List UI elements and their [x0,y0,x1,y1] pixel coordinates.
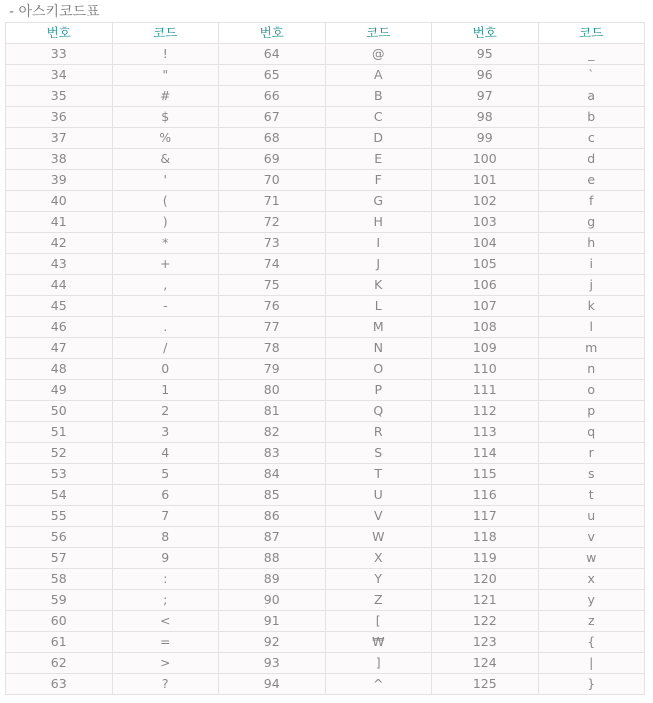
header-row [6,23,645,44]
code-cell: s [538,464,645,485]
number-cell: 36 [6,107,113,128]
table-row [6,317,645,338]
code-cell: C [325,107,432,128]
code-cell: ( [112,191,219,212]
code-cell: T [325,464,432,485]
number-cell: 119 [432,548,539,569]
code-cell: ; [112,590,219,611]
code-cell: X [325,548,432,569]
code-cell: g [538,212,645,233]
number-cell: 72 [219,212,326,233]
number-cell: 104 [432,233,539,254]
code-cell: = [112,632,219,653]
code-cell: F [325,170,432,191]
code-cell: G [325,191,432,212]
code-cell: | [538,653,645,674]
code-cell: { [538,632,645,653]
code-cell: o [538,380,645,401]
code-cell: S [325,443,432,464]
number-cell: 67 [219,107,326,128]
code-cell: t [538,485,645,506]
number-cell: 87 [219,527,326,548]
number-cell: 112 [432,401,539,422]
number-cell: 115 [432,464,539,485]
number-cell: 40 [6,191,113,212]
number-cell: 65 [219,65,326,86]
number-cell: 75 [219,275,326,296]
code-cell: b [538,107,645,128]
code-cell: J [325,254,432,275]
number-cell: 47 [6,338,113,359]
number-cell: 96 [432,65,539,86]
number-cell: 53 [6,464,113,485]
code-cell: x [538,569,645,590]
code-cell: l [538,317,645,338]
table-row [6,170,645,191]
number-cell: 60 [6,611,113,632]
table-row [6,107,645,128]
code-cell: . [112,317,219,338]
table-row [6,212,645,233]
number-cell: 122 [432,611,539,632]
number-cell: 56 [6,527,113,548]
table-row [6,548,645,569]
number-cell: 66 [219,86,326,107]
table-row [6,527,645,548]
table-row [6,485,645,506]
code-cell: _ [538,44,645,65]
table-row [6,44,645,65]
code-cell: " [112,65,219,86]
number-cell: 84 [219,464,326,485]
table-row [6,296,645,317]
code-cell: > [112,653,219,674]
table-row [6,233,645,254]
number-cell: 59 [6,590,113,611]
code-cell: c [538,128,645,149]
code-cell: Y [325,569,432,590]
number-cell: 83 [219,443,326,464]
table-row [6,191,645,212]
number-cell: 82 [219,422,326,443]
table-row [6,401,645,422]
code-cell: 8 [112,527,219,548]
code-cell: [ [325,611,432,632]
number-cell: 64 [219,44,326,65]
number-cell: 105 [432,254,539,275]
number-cell: 50 [6,401,113,422]
number-cell: 85 [219,485,326,506]
header-number: 번호 [219,23,326,44]
number-cell: 94 [219,674,326,695]
code-cell: q [538,422,645,443]
table-row [6,590,645,611]
number-cell: 98 [432,107,539,128]
number-cell: 109 [432,338,539,359]
code-cell: 4 [112,443,219,464]
number-cell: 107 [432,296,539,317]
code-cell: R [325,422,432,443]
table-row [6,254,645,275]
number-cell: 81 [219,401,326,422]
number-cell: 73 [219,233,326,254]
number-cell: 121 [432,590,539,611]
number-cell: 79 [219,359,326,380]
number-cell: 91 [219,611,326,632]
number-cell: 86 [219,506,326,527]
code-cell: w [538,548,645,569]
code-cell: n [538,359,645,380]
number-cell: 70 [219,170,326,191]
code-cell: W [325,527,432,548]
number-cell: 46 [6,317,113,338]
number-cell: 80 [219,380,326,401]
code-cell: K [325,275,432,296]
code-cell: Q [325,401,432,422]
number-cell: 100 [432,149,539,170]
number-cell: 117 [432,506,539,527]
header-number: 번호 [6,23,113,44]
number-cell: 97 [432,86,539,107]
header-code: 코드 [325,23,432,44]
number-cell: 99 [432,128,539,149]
number-cell: 106 [432,275,539,296]
table-row [6,65,645,86]
number-cell: 44 [6,275,113,296]
table-row [6,611,645,632]
number-cell: 43 [6,254,113,275]
table-row [6,275,645,296]
number-cell: 35 [6,86,113,107]
number-cell: 108 [432,317,539,338]
code-cell: ! [112,44,219,65]
number-cell: 41 [6,212,113,233]
number-cell: 124 [432,653,539,674]
table-row [6,422,645,443]
code-cell: ) [112,212,219,233]
table-row [6,632,645,653]
code-cell: 5 [112,464,219,485]
table-row [6,359,645,380]
number-cell: 39 [6,170,113,191]
code-cell: 0 [112,359,219,380]
code-cell: B [325,86,432,107]
code-cell: z [538,611,645,632]
number-cell: 58 [6,569,113,590]
code-cell: r [538,443,645,464]
number-cell: 103 [432,212,539,233]
code-cell: V [325,506,432,527]
code-cell: 3 [112,422,219,443]
number-cell: 42 [6,233,113,254]
number-cell: 92 [219,632,326,653]
number-cell: 101 [432,170,539,191]
table-row [6,506,645,527]
code-cell: d [538,149,645,170]
table-row [6,674,645,695]
code-cell: * [112,233,219,254]
table-row [6,569,645,590]
table-row [6,443,645,464]
code-cell: A [325,65,432,86]
number-cell: 55 [6,506,113,527]
header-code: 코드 [538,23,645,44]
code-cell: < [112,611,219,632]
number-cell: 93 [219,653,326,674]
number-cell: 102 [432,191,539,212]
number-cell: 68 [219,128,326,149]
code-cell: ] [325,653,432,674]
number-cell: 89 [219,569,326,590]
code-cell: + [112,254,219,275]
code-cell: i [538,254,645,275]
code-cell: M [325,317,432,338]
code-cell: U [325,485,432,506]
number-cell: 76 [219,296,326,317]
number-cell: 37 [6,128,113,149]
number-cell: 34 [6,65,113,86]
code-cell: j [538,275,645,296]
code-cell: ? [112,674,219,695]
code-cell: ₩ [325,632,432,653]
number-cell: 52 [6,443,113,464]
header-number: 번호 [432,23,539,44]
number-cell: 71 [219,191,326,212]
code-cell: P [325,380,432,401]
number-cell: 48 [6,359,113,380]
number-cell: 111 [432,380,539,401]
code-cell: E [325,149,432,170]
code-cell: f [538,191,645,212]
code-cell: @ [325,44,432,65]
number-cell: 120 [432,569,539,590]
number-cell: 77 [219,317,326,338]
code-cell: , [112,275,219,296]
code-cell: $ [112,107,219,128]
number-cell: 123 [432,632,539,653]
number-cell: 113 [432,422,539,443]
number-cell: 49 [6,380,113,401]
number-cell: 63 [6,674,113,695]
code-cell: L [325,296,432,317]
code-cell: ' [112,170,219,191]
code-cell: k [538,296,645,317]
ascii-table [5,22,645,695]
number-cell: 74 [219,254,326,275]
code-cell: : [112,569,219,590]
number-cell: 69 [219,149,326,170]
table-row [6,86,645,107]
code-cell: v [538,527,645,548]
code-cell: u [538,506,645,527]
number-cell: 54 [6,485,113,506]
code-cell: D [325,128,432,149]
table-row [6,128,645,149]
code-cell: a [538,86,645,107]
code-cell: } [538,674,645,695]
number-cell: 38 [6,149,113,170]
table-row [6,149,645,170]
code-cell: / [112,338,219,359]
code-cell: ` [538,65,645,86]
number-cell: 78 [219,338,326,359]
number-cell: 45 [6,296,113,317]
number-cell: 110 [432,359,539,380]
table-row [6,338,645,359]
code-cell: & [112,149,219,170]
code-cell: 6 [112,485,219,506]
code-cell: ^ [325,674,432,695]
table-row [6,380,645,401]
code-cell: e [538,170,645,191]
code-cell: Z [325,590,432,611]
section-title: - 아스키코드표 [9,4,100,20]
number-cell: 90 [219,590,326,611]
code-cell: 7 [112,506,219,527]
code-cell: m [538,338,645,359]
number-cell: 114 [432,443,539,464]
code-cell: 1 [112,380,219,401]
number-cell: 125 [432,674,539,695]
code-cell: - [112,296,219,317]
table-row [6,464,645,485]
code-cell: O [325,359,432,380]
code-cell: 2 [112,401,219,422]
number-cell: 116 [432,485,539,506]
code-cell: h [538,233,645,254]
number-cell: 62 [6,653,113,674]
number-cell: 57 [6,548,113,569]
header-code: 코드 [112,23,219,44]
code-cell: y [538,590,645,611]
table-row [6,653,645,674]
code-cell: # [112,86,219,107]
code-cell: p [538,401,645,422]
number-cell: 95 [432,44,539,65]
number-cell: 51 [6,422,113,443]
code-cell: N [325,338,432,359]
code-cell: % [112,128,219,149]
number-cell: 88 [219,548,326,569]
number-cell: 61 [6,632,113,653]
number-cell: 33 [6,44,113,65]
code-cell: H [325,212,432,233]
code-cell: I [325,233,432,254]
number-cell: 118 [432,527,539,548]
code-cell: 9 [112,548,219,569]
